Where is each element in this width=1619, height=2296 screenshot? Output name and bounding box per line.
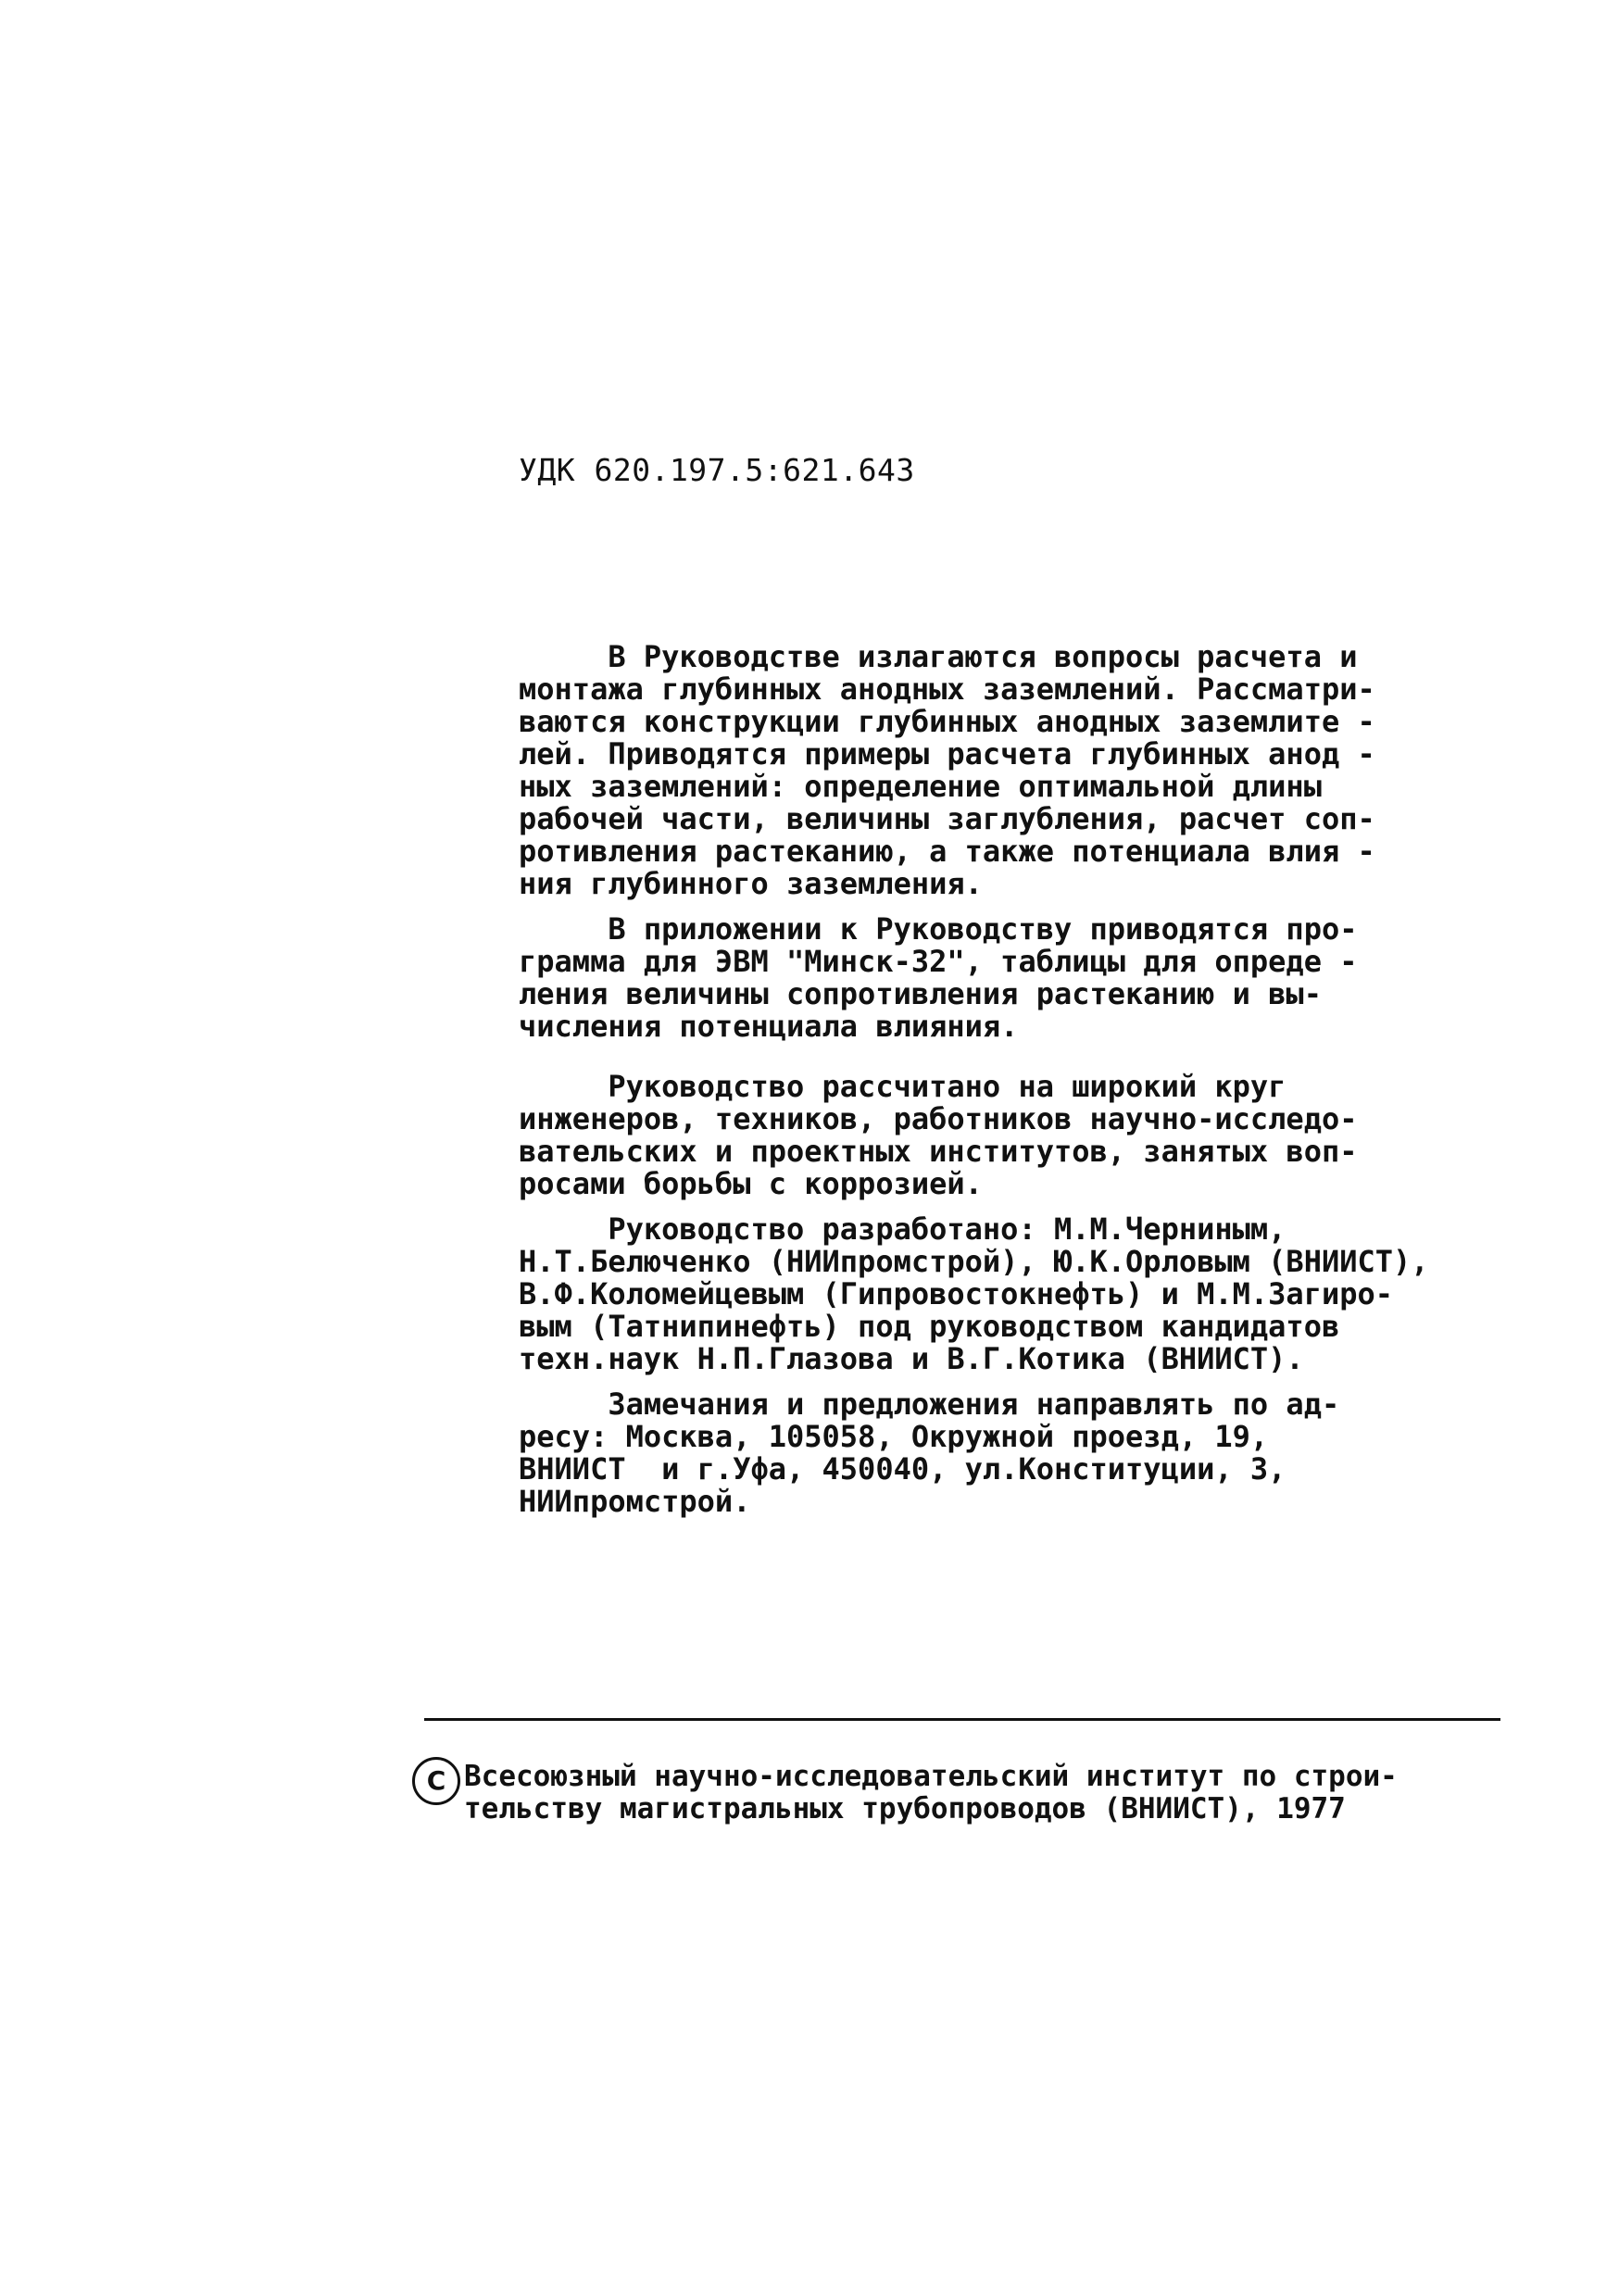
text-line: Всесоюзный научно-исследовательский институт по строи- bbox=[464, 1760, 1398, 1793]
text-line: инженеров, техников, работников научно-исследо- bbox=[519, 1101, 1358, 1136]
text-line: Н.Т.Белюченко (НИИпромстрой), Ю.К.Орловым (ВНИИСТ), bbox=[519, 1244, 1429, 1279]
text-line: ротивления растеканию, а также потенциала влия - bbox=[519, 834, 1375, 869]
text-line: Замечания и предложения направлять по ад- bbox=[519, 1386, 1340, 1422]
text-line: В.Ф.Коломейцевым (Гипровостокнефть) и М.М.Загиро- bbox=[519, 1276, 1394, 1311]
text-line: техн.наук Н.П.Глазова и В.Г.Котика (ВНИИСТ). bbox=[519, 1341, 1304, 1376]
text-line: вым (Татнипинефть) под руководством кандидатов bbox=[519, 1309, 1340, 1344]
text-line: В Руководстве излагаются вопросы расчета и bbox=[519, 639, 1358, 674]
paragraph-summary bbox=[519, 641, 1500, 900]
horizontal-divider bbox=[424, 1718, 1500, 1721]
text-line: грамма для ЭВМ "Минск-32", таблицы для опреде - bbox=[519, 944, 1358, 979]
text-line: тельству магистральных трубопроводов (ВНИИСТ), 1977 bbox=[464, 1792, 1346, 1826]
text-line: вательских и проектных институтов, занятых воп- bbox=[519, 1134, 1358, 1169]
text-line: числения потенциала влияния. bbox=[519, 1009, 1019, 1044]
text-line: ных заземлений: определение оптимальной длины bbox=[519, 769, 1322, 804]
text-line: лей. Приводятся примеры расчета глубинных анод - bbox=[519, 736, 1375, 772]
text-line: росами борьбы с коррозией. bbox=[519, 1166, 983, 1201]
text-line: Руководство разработано: М.М.Черниным, bbox=[519, 1211, 1286, 1247]
text-line: Руководство рассчитано на широкий круг bbox=[519, 1069, 1286, 1104]
paragraph-appendix bbox=[519, 913, 1500, 1043]
text-line: В приложении к Руководству приводятся про- bbox=[519, 911, 1358, 947]
text-line: ваются конструкции глубинных анодных заземлите - bbox=[519, 704, 1375, 739]
udc-code: УДК 620.197.5:621.643 bbox=[519, 452, 915, 488]
copyright-icon: C bbox=[412, 1757, 460, 1805]
paragraph-audience bbox=[519, 1071, 1500, 1200]
paragraph-authors bbox=[519, 1213, 1500, 1375]
text-line: ния глубинного заземления. bbox=[519, 866, 983, 901]
text-line: ВНИИСТ и г.Уфа, 450040, ул.Конституции, 3, bbox=[519, 1451, 1286, 1487]
text-line: ления величины сопротивления растеканию и вы- bbox=[519, 976, 1322, 1011]
copyright-text bbox=[464, 1761, 1398, 1826]
annotation-text bbox=[519, 641, 1500, 1518]
text-line: рабочей части, величины заглубления, расчет соп- bbox=[519, 801, 1375, 836]
paragraph-contacts bbox=[519, 1388, 1500, 1518]
text-line: НИИпромстрой. bbox=[519, 1484, 751, 1519]
text-line: монтажа глубинных анодных заземлений. Рассматри- bbox=[519, 671, 1375, 707]
text-line: ресу: Москва, 105058, Окружной проезд, 19, bbox=[519, 1419, 1269, 1454]
